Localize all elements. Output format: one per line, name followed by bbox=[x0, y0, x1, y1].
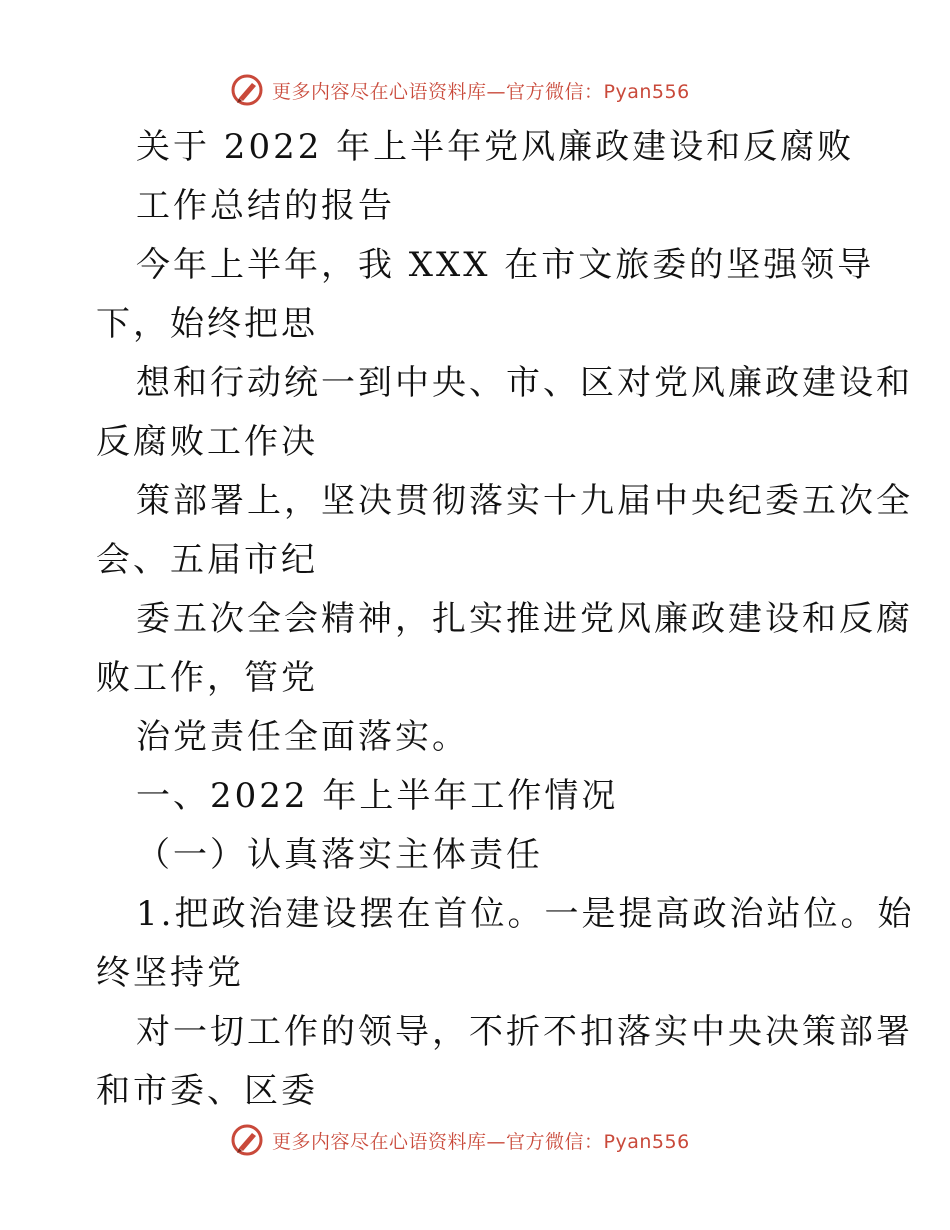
body-line: 败工作，管党 bbox=[96, 658, 318, 698]
document-body bbox=[96, 118, 915, 1121]
body-line: 今年上半年，我 XXX 在市文旅委的坚强领导 bbox=[136, 245, 875, 285]
body-line: 终坚持党 bbox=[96, 953, 244, 993]
section-heading: 一、2022 年上半年工作情况 bbox=[136, 776, 619, 816]
body-line: 想和行动统一到中央、市、区对党风廉政建设和 bbox=[136, 363, 913, 403]
pen-logo-icon bbox=[230, 73, 264, 107]
header-banner-text: 更多内容尽在心语资料库—官方微信：Pyan556 bbox=[272, 80, 690, 103]
body-line: 下，始终把思 bbox=[96, 304, 318, 344]
footer-banner bbox=[230, 1120, 750, 1160]
body-line: 会、五届市纪 bbox=[96, 540, 318, 580]
title-line-2: 工作总结的报告 bbox=[136, 186, 395, 226]
body-line: 和市委、区委 bbox=[96, 1071, 318, 1111]
body-line: 反腐败工作决 bbox=[96, 422, 318, 462]
footer-banner-text: 更多内容尽在心语资料库—官方微信：Pyan556 bbox=[272, 1130, 690, 1153]
header-banner bbox=[230, 70, 750, 110]
pen-logo-icon bbox=[230, 1123, 264, 1157]
body-line: 对一切工作的领导，不折不扣落实中央决策部署 bbox=[136, 1012, 913, 1052]
body-line: 1.把政治建设摆在首位。一是提高政治站位。始 bbox=[136, 894, 915, 934]
subsection-heading: （一）认真落实主体责任 bbox=[136, 835, 543, 875]
body-line: 策部署上，坚决贯彻落实十九届中央纪委五次全 bbox=[136, 481, 913, 521]
body-line: 治党责任全面落实。 bbox=[136, 717, 469, 757]
body-line: 委五次全会精神，扎实推进党风廉政建设和反腐 bbox=[136, 599, 913, 639]
title-line-1: 关于 2022 年上半年党风廉政建设和反腐败 bbox=[136, 127, 855, 167]
